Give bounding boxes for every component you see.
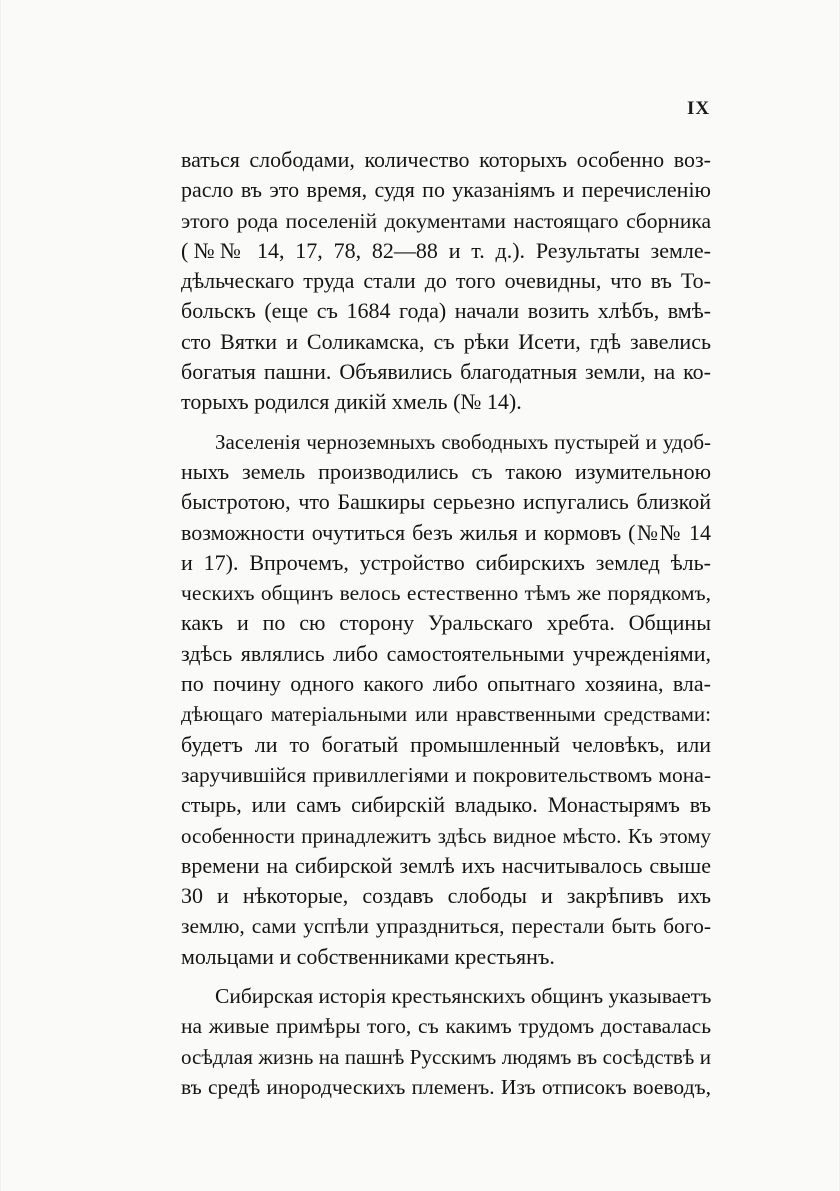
text-line: ческихъ общинъ велось естественно тѣмъ же порядкомъ, xyxy=(181,581,711,606)
text-line: времени на сибирской землѣ ихъ насчитывалось свыше xyxy=(181,852,711,878)
text-line: будетъ ли то богатый промышленный человѣкъ, или xyxy=(181,731,711,757)
text-line: (№№ 14, 17, 78, 82—88 и т. д.). Результаты земле- xyxy=(181,237,711,263)
text-line: осѣдлая жизнь на пашнѣ Русскимъ людямъ въ сосѣдствѣ и xyxy=(181,1044,711,1069)
text-line: торыхъ родился дикій хмель (№ 14). xyxy=(181,389,522,415)
text-line: быстротою, что Башкиры серьезно испугались близкой xyxy=(181,489,711,515)
paragraph-1 xyxy=(181,145,711,418)
paragraph-gap xyxy=(181,418,711,427)
paragraph-2 xyxy=(181,427,711,972)
paragraph-3 xyxy=(181,981,711,1102)
text-line: стырь, или самъ сибирскій владыко. Монастырямъ въ xyxy=(181,792,711,818)
text-line: 30 и нѣкоторые, создавъ слободы и закрѣпивъ ихъ xyxy=(181,883,711,909)
text-line: и 17). Впрочемъ, устройство сибирскихъ землед ѣль- xyxy=(181,549,711,575)
paragraph-gap xyxy=(181,972,711,981)
text-line: дѣльческаго труда стали до того очевидны, что въ То- xyxy=(181,268,711,294)
text-line: особенности принадлежитъ здѣсь видное мѣсто. Къ этому xyxy=(181,823,711,848)
text-line: здѣсь являлись либо самостоятельными учрежденіями, xyxy=(181,640,711,666)
text-line: расло въ это время, судя по указаніямъ и перечисленію xyxy=(181,177,711,203)
text-line: землю, сами успѣли упраздниться, перестали быть бого- xyxy=(181,914,711,939)
text-line: богатыя пашни. Объявились благодатныя земли, на ко- xyxy=(181,359,711,385)
text-line: мольцами и собственниками крестьянъ. xyxy=(181,943,555,969)
text-line: какъ и по сю сторону Уральскаго хребта. Общины xyxy=(181,610,711,636)
text-line: ныхъ земель производились съ такою изумительною xyxy=(181,458,711,484)
text-line: на живые примѣры того, съ какимъ трудомъ доставалась xyxy=(181,1014,711,1039)
body-text xyxy=(181,145,711,1102)
text-line: больскъ (еще съ 1684 года) начали возить хлѣбъ, вмѣ- xyxy=(181,298,711,324)
text-line: заручившійся привиллегіями и покровительствомъ мона- xyxy=(181,762,711,787)
page-number: IX xyxy=(687,98,711,119)
text-line: въ средѣ инородческихъ племенъ. Изъ отписокъ воеводъ, xyxy=(181,1074,711,1099)
text-line: сто Вятки и Соликамска, съ рѣки Исети, гдѣ завелись xyxy=(181,328,711,354)
text-line: Заселенія черноземныхъ свободныхъ пустырей и удоб- xyxy=(215,429,711,454)
text-line: возможности очутиться безъ жилья и кормовъ (№№ 14 xyxy=(181,519,711,545)
text-line: ваться слободами, количество которыхъ особенно воз- xyxy=(181,147,711,172)
text-line: этого рода поселеній документами настоящаго сборника xyxy=(181,208,711,233)
text-line: дѣющаго матеріальными или нравственными средствами: xyxy=(181,702,711,727)
text-line: по почину одного какого либо опытнаго хозяина, вла- xyxy=(181,671,711,697)
text-line: Сибирская исторія крестьянскихъ общинъ указываетъ xyxy=(215,984,711,1009)
